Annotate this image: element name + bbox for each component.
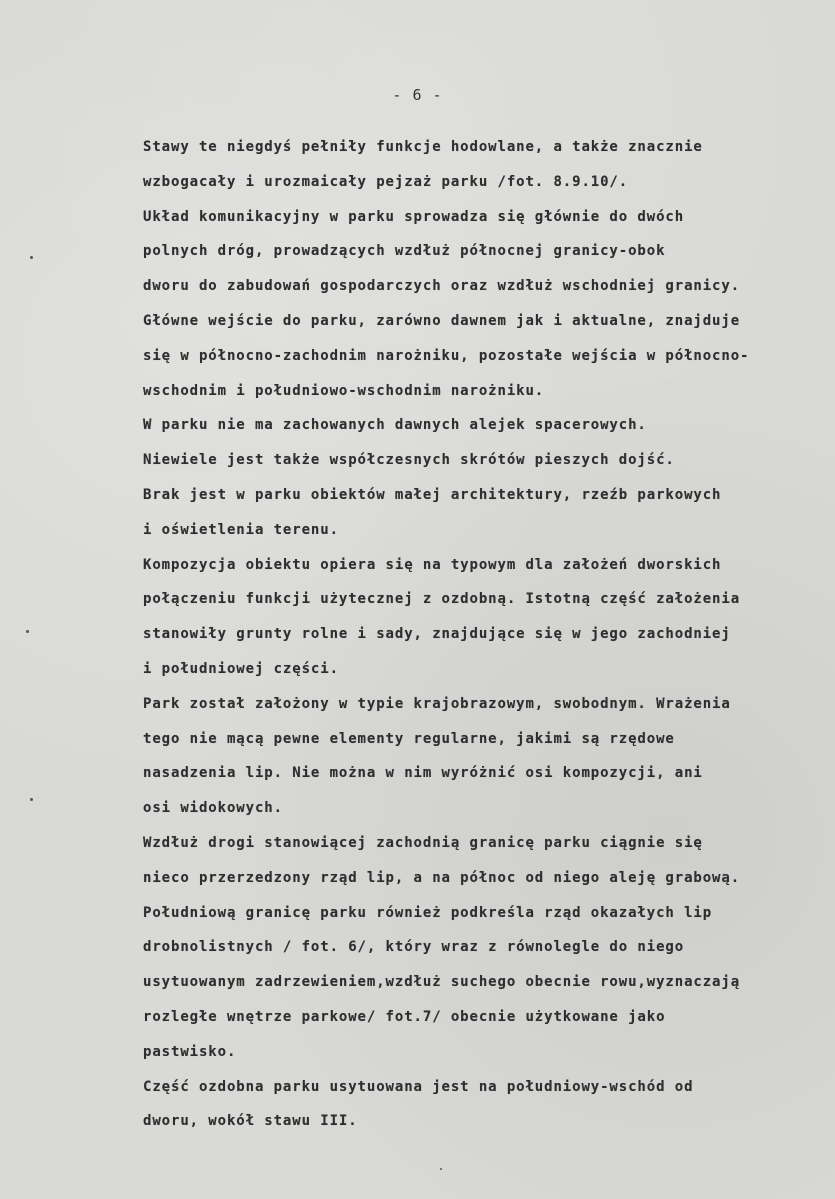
page-number: - 6 - xyxy=(392,86,443,104)
paper-speck xyxy=(440,1168,442,1170)
text-line: i południowej części. xyxy=(143,660,339,677)
text-line: dworu do zabudowań gospodarczych oraz wzdłuż wschodniej granicy. xyxy=(143,278,741,295)
text-line: stanowiły grunty rolne i sady, znajdujące się w jego zachodniej xyxy=(143,626,731,643)
text-line: drobnolistnych / fot. 6/, który wraz z równolegle do niego xyxy=(143,939,685,956)
text-line: rozległe wnętrze parkowe/ fot.7/ obecnie użytkowane jako xyxy=(143,1008,666,1025)
text-line: nasadzenia lip. Nie można w nim wyróżnić osi kompozycji, ani xyxy=(143,765,703,782)
text-line: usytuowanym zadrzewieniem,wzdłuż suchego obecnie rowu,wyznaczają xyxy=(143,974,741,991)
text-line: Stawy te niegdyś pełniły funkcje hodowlane, a także znacznie xyxy=(143,139,703,155)
text-line: Południową granicę parku również podkreśla rząd okazałych lip xyxy=(143,904,713,921)
text-line: Wzdłuż drogi stanowiącej zachodnią granicę parku ciągnie się xyxy=(143,834,703,851)
text-line: dworu, wokół stawu III. xyxy=(143,1113,358,1130)
paper-speck xyxy=(26,630,29,633)
text-line: się w północno-zachodnim narożniku, pozostałe wejścia w północno- xyxy=(143,347,750,364)
text-line: pastwisko. xyxy=(143,1043,237,1060)
text-line: Niewiele jest także współczesnych skrótów pieszych dojść. xyxy=(143,452,675,469)
text-line: Część ozdobna parku usytuowana jest na południowy-wschód od xyxy=(143,1078,694,1095)
text-line: i oświetlenia terenu. xyxy=(143,521,339,538)
text-line: Układ komunikacyjny w parku sprowadza się głównie do dwóch xyxy=(143,208,685,225)
text-line: osi widokowych. xyxy=(143,800,283,817)
text-line: Park został założony w typie krajobrazowym, swobodnym. Wrażenia xyxy=(143,695,731,712)
paper-speck xyxy=(30,256,33,259)
text-line: Kompozycja obiektu opiera się na typowym dla założeń dworskich xyxy=(143,556,722,573)
text-line: wschodnim i południowo-wschodnim narożniku. xyxy=(143,382,545,399)
text-line: Główne wejście do parku, zarówno dawnem jak i aktualne, znajduje xyxy=(143,312,741,329)
body-text xyxy=(143,134,823,1143)
text-line: nieco przerzedzony rząd lip, a na północ od niego aleję grabową. xyxy=(143,869,741,886)
text-line: polnych dróg, prowadzących wzdłuż północnej granicy-obok xyxy=(143,243,666,260)
text-line: tego nie mącą pewne elementy regularne, jakimi są rzędowe xyxy=(143,730,675,747)
text-line: połączeniu funkcji użytecznej z ozdobną. Istotną część założenia xyxy=(143,591,741,608)
text-line: wzbogacały i urozmaicały pejzaż parku /fot. 8.9.10/. xyxy=(143,173,629,190)
paper-speck xyxy=(30,798,33,801)
text-line: W parku nie ma zachowanych dawnych alejek spacerowych. xyxy=(143,417,647,434)
text-line: Brak jest w parku obiektów małej architektury, rzeźb parkowych xyxy=(143,486,722,503)
